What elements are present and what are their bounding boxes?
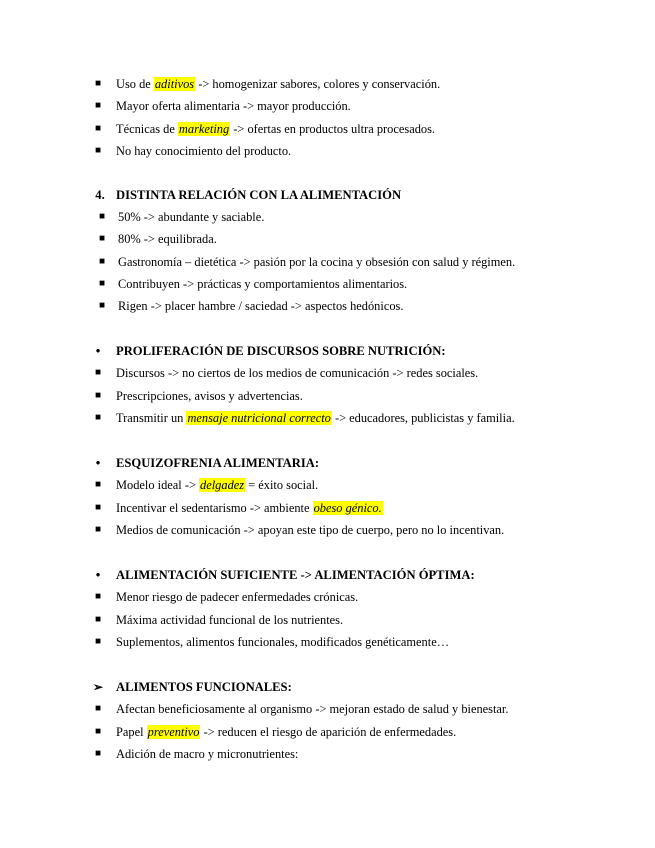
- text-run: 80% -> equilibrada.: [118, 232, 217, 246]
- text-run: Contribuyen -> prácticas y comportamientos alimentarios.: [118, 277, 408, 291]
- line-text: [116, 634, 449, 650]
- text-run: Menor riesgo de padecer enfermedades crónicas.: [116, 590, 359, 604]
- bullet-icon: ■: [94, 100, 102, 111]
- text-run: DISTINTA RELACIÓN CON LA ALIMENTACIÓN: [116, 188, 402, 202]
- line-text: [116, 701, 508, 717]
- bullet-icon: ■: [94, 502, 102, 513]
- bullet-icon: ■: [94, 636, 102, 647]
- text-run: ALIMENTACIÓN SUFICIENTE -> ALIMENTACIÓN ÓPTIMA:: [116, 568, 475, 582]
- line-text: [116, 343, 446, 359]
- text-run: -> educadores, publicistas y familia.: [331, 411, 515, 425]
- line-text: [118, 231, 217, 247]
- bullet-icon: ■: [98, 233, 106, 244]
- line-text: [118, 276, 407, 292]
- line-text: [116, 76, 440, 92]
- text-run: Uso de: [116, 77, 154, 91]
- bullet-icon: ■: [94, 145, 102, 156]
- line-text: [116, 365, 478, 381]
- arrow-bullet-icon: ➢: [92, 680, 104, 694]
- highlighted-term: mensaje nutricional correcto: [187, 411, 331, 425]
- line-text: [116, 455, 319, 471]
- bullet-icon: ■: [98, 300, 106, 311]
- text-run: ALIMENTOS FUNCIONALES:: [116, 680, 292, 694]
- line-text: [118, 254, 515, 270]
- line-text: [118, 209, 264, 225]
- bullet-icon: ■: [98, 256, 106, 267]
- text-run: PROLIFERACIÓN DE DISCURSOS SOBRE NUTRICIÓN:: [116, 344, 446, 358]
- bullet-icon: •: [95, 343, 101, 358]
- text-run: Incentivar el sedentarismo -> ambiente: [116, 501, 313, 515]
- line-text: [116, 477, 318, 493]
- bullet-icon: ■: [94, 614, 102, 625]
- line-text: [116, 567, 475, 583]
- text-run: Gastronomía – dietética -> pasión por la cocina y obsesión con salud y régimen.: [118, 255, 516, 269]
- text-run: Adición de macro y micronutrientes:: [116, 747, 299, 761]
- bullet-icon: ■: [94, 726, 102, 737]
- text-run: Rigen -> placer hambre / saciedad -> aspectos hedónicos.: [118, 299, 404, 313]
- bullet-icon: ■: [94, 524, 102, 535]
- line-text: [116, 143, 291, 159]
- line-text: [116, 98, 351, 114]
- text-run: Suplementos, alimentos funcionales, modificados genéticamente…: [116, 635, 450, 649]
- bullet-icon: ■: [98, 211, 106, 222]
- line-text: [116, 589, 358, 605]
- bullet-icon: ■: [94, 748, 102, 759]
- line-text: [116, 522, 504, 538]
- highlighted-term: delgadez: [200, 478, 245, 492]
- line-text: [116, 746, 298, 762]
- text-run: Máxima actividad funcional de los nutrientes.: [116, 613, 344, 627]
- text-run: Transmitir un: [116, 411, 187, 425]
- text-run: 50% -> abundante y saciable.: [118, 210, 265, 224]
- line-text: [116, 121, 435, 137]
- line-text: [116, 679, 292, 695]
- bullet-icon: ■: [94, 367, 102, 378]
- bullet-icon: ■: [94, 123, 102, 134]
- text-run: Papel: [116, 725, 147, 739]
- highlighted-term: aditivos: [154, 77, 195, 91]
- text-run: Medios de comunicación -> apoyan este tipo de cuerpo, pero no lo incentivan.: [116, 523, 505, 537]
- text-run: = éxito social.: [245, 478, 319, 492]
- line-text: [116, 187, 401, 203]
- text-run: Prescripciones, avisos y advertencias.: [116, 389, 303, 403]
- highlighted-term: obeso génico.: [313, 501, 382, 515]
- highlighted-term: marketing: [178, 122, 230, 136]
- line-text: [118, 298, 403, 314]
- bullet-icon: ■: [94, 390, 102, 401]
- list-number: 4.: [95, 188, 105, 202]
- line-text: [116, 724, 456, 740]
- bullet-icon: •: [95, 455, 101, 470]
- text-run: Modelo ideal ->: [116, 478, 200, 492]
- bullet-icon: ■: [94, 78, 102, 89]
- text-run: Afectan beneficiosamente al organismo -> mejoran estado de salud y bienestar.: [116, 702, 509, 716]
- bullet-icon: ■: [94, 479, 102, 490]
- bullet-icon: ■: [94, 412, 102, 423]
- line-text: [116, 500, 383, 516]
- bullet-icon: ■: [98, 278, 106, 289]
- text-run: ESQUIZOFRENIA ALIMENTARIA:: [116, 456, 320, 470]
- text-run: -> homogenizar sabores, colores y conservación.: [195, 77, 441, 91]
- line-text: [116, 388, 303, 404]
- text-run: Mayor oferta alimentaria -> mayor producción.: [116, 99, 351, 113]
- text-run: No hay conocimiento del producto.: [116, 144, 292, 158]
- line-text: [116, 410, 515, 426]
- bullet-icon: ■: [94, 591, 102, 602]
- text-run: -> ofertas en productos ultra procesados.: [230, 122, 435, 136]
- text-run: Discursos -> no ciertos de los medios de comunicación -> redes sociales.: [116, 366, 479, 380]
- line-text: [116, 612, 343, 628]
- bullet-icon: •: [95, 567, 101, 582]
- text-run: Técnicas de: [116, 122, 178, 136]
- bullet-icon: ■: [94, 703, 102, 714]
- text-run: -> reducen el riesgo de aparición de enfermedades.: [200, 725, 457, 739]
- highlighted-term: preventivo: [147, 725, 200, 739]
